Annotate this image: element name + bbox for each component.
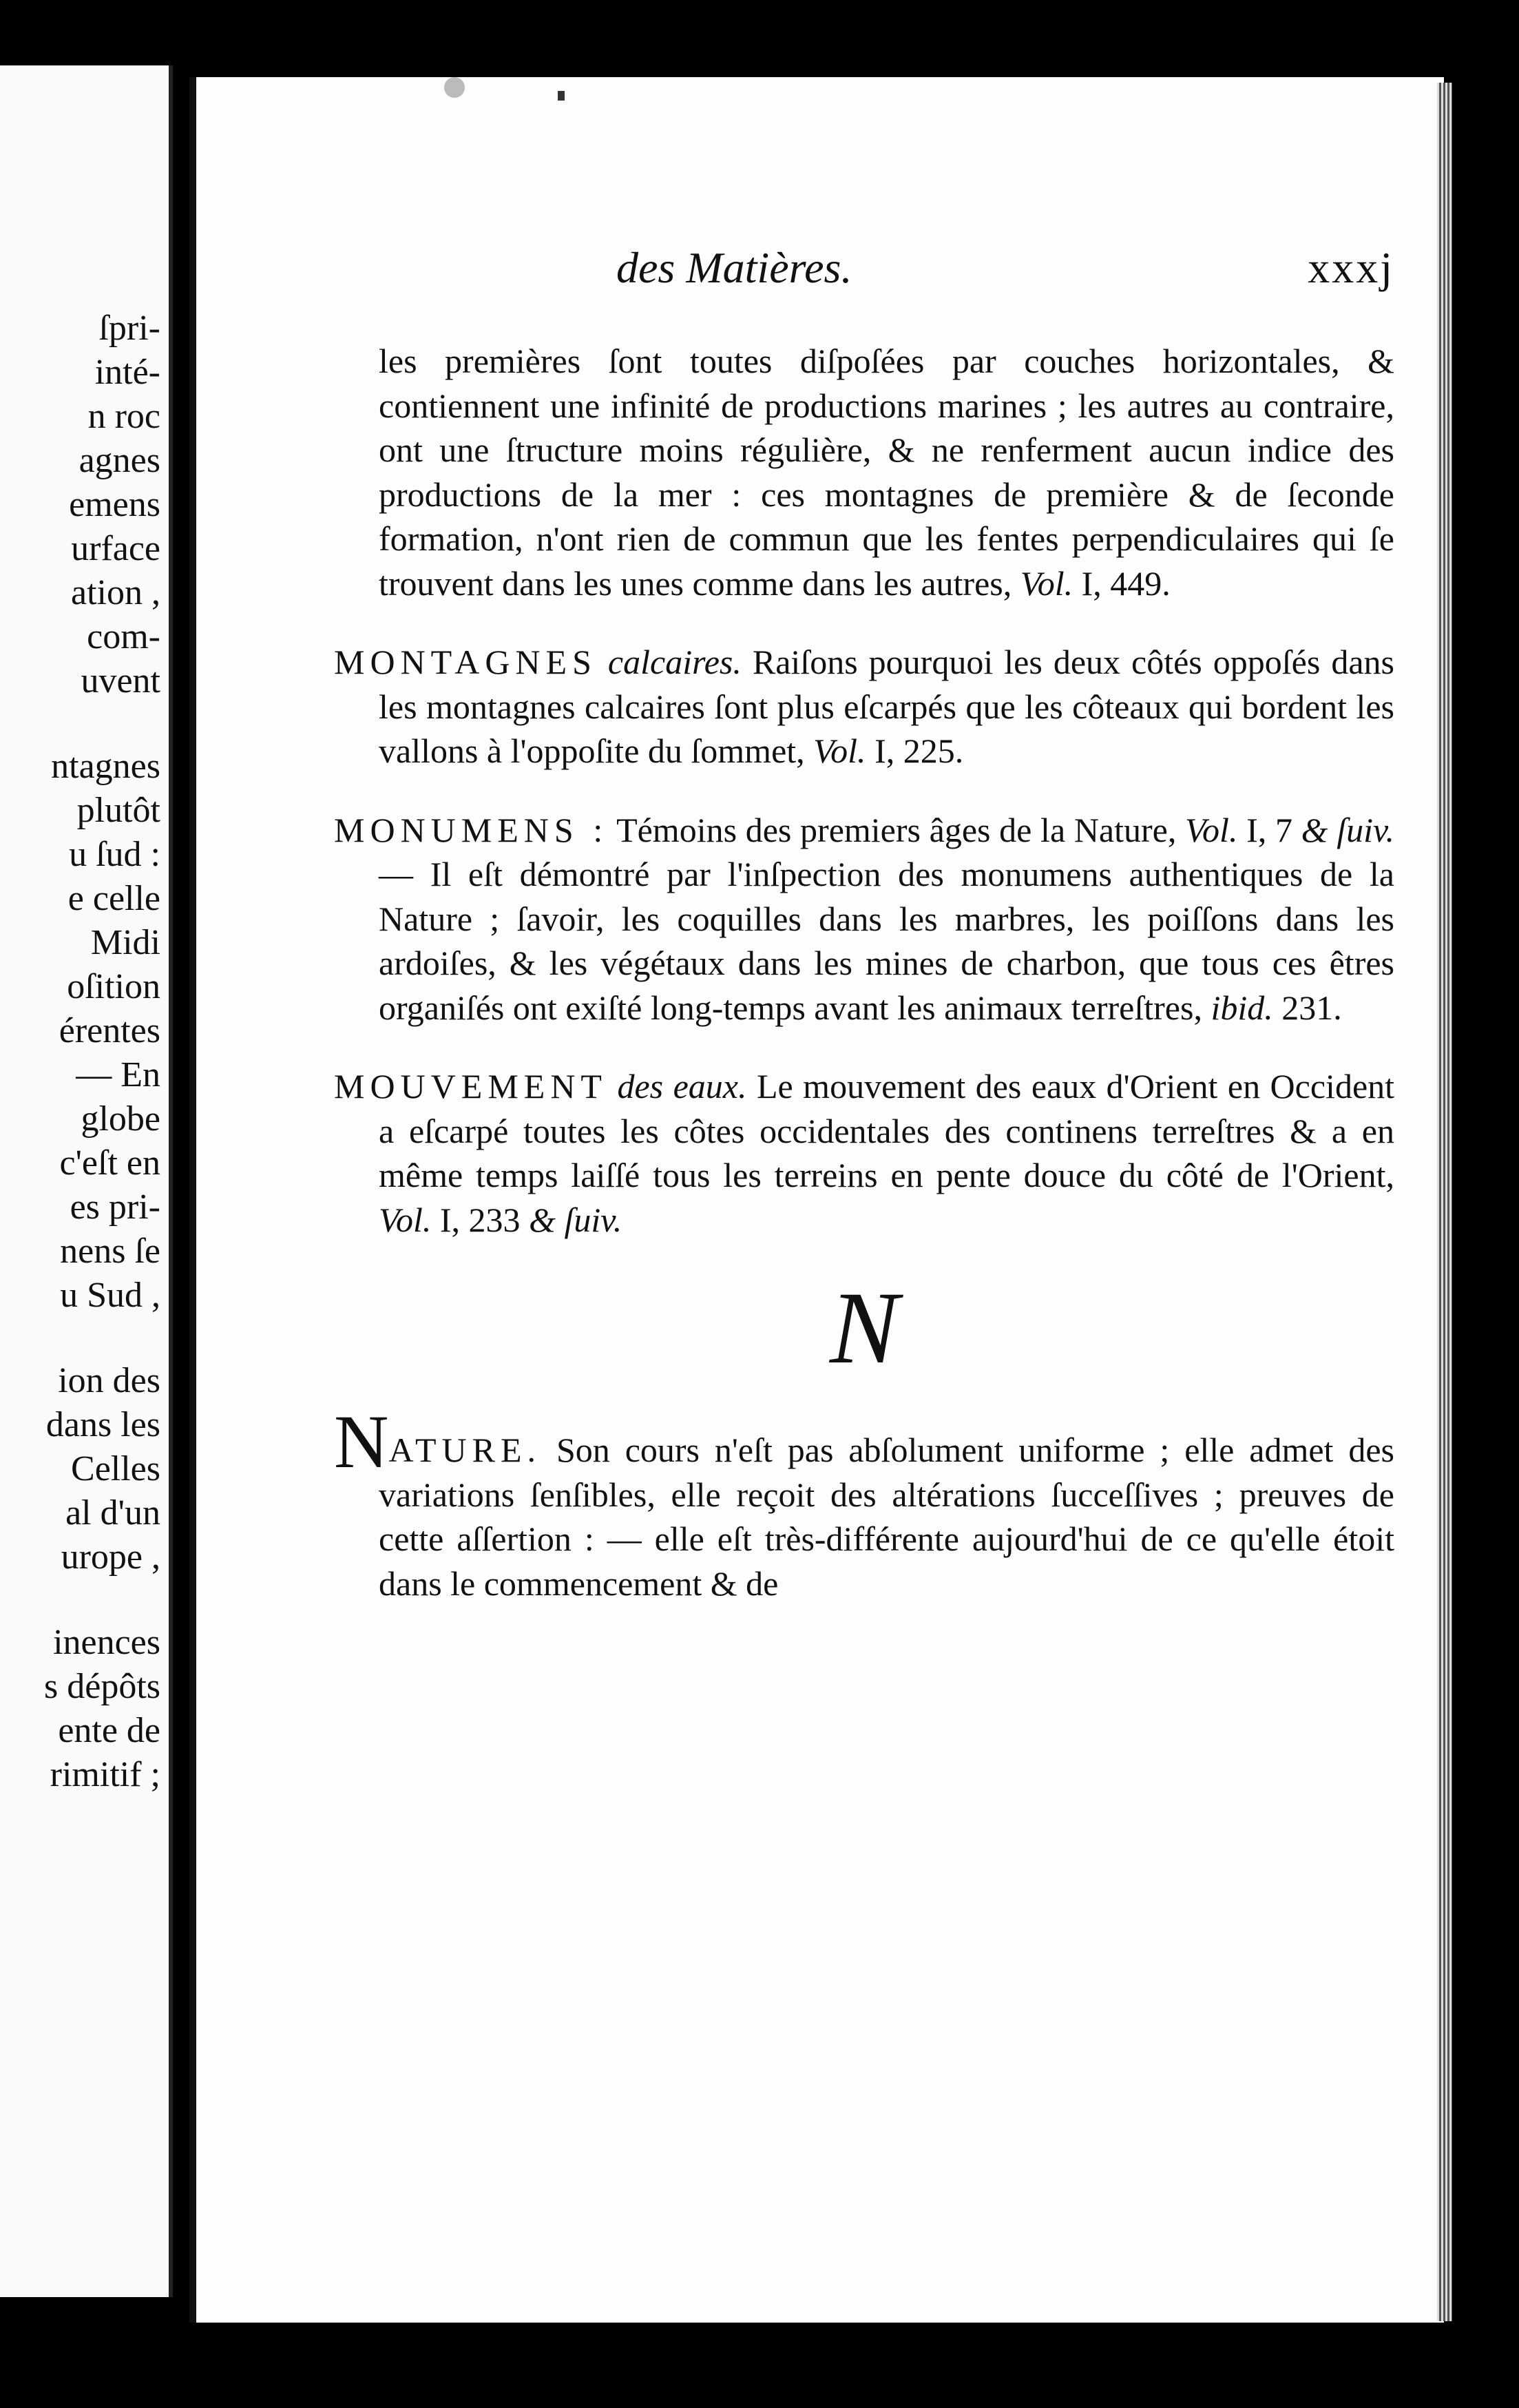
running-title: des Matières.	[616, 243, 852, 292]
left-page-line: emens	[69, 485, 160, 524]
page-edge	[1437, 83, 1452, 2321]
volume-ref: I, 233	[439, 1200, 521, 1239]
volume-ref: I, 225.	[874, 731, 964, 770]
page-number: xxxj	[1308, 243, 1394, 292]
left-page-line: érentes	[59, 1011, 160, 1050]
ink-speck	[558, 91, 565, 101]
volume-ref-label: Vol.	[379, 1200, 432, 1239]
entry-heading: MONUMENS :	[334, 810, 609, 849]
left-page-line: inté-	[94, 353, 160, 392]
index-entry-mouvement-des-eaux	[334, 1064, 1394, 1242]
entry-text: Son cours n'eſt pas abſolument uniforme ; elle admet des variations ſenſibles, elle reçoit des altérations ſucceſſives ; preuves de cette aſſertion : — elle eſt très-différente aujourd'hui de ce qu'elle étoit dans le commencement & de	[379, 1431, 1395, 1603]
left-page-line: com-	[87, 617, 160, 656]
left-page-line: ſpri-	[98, 309, 160, 348]
left-page-line: ntagnes	[51, 747, 160, 786]
left-page-line: u Sud ,	[60, 1276, 160, 1315]
running-header	[334, 229, 1394, 298]
volume-ref: I, 7	[1246, 810, 1292, 849]
left-page-line: agnes	[78, 441, 160, 480]
index-entry-montagnes-calcaires	[334, 640, 1394, 774]
left-page-line: ion des	[58, 1361, 160, 1400]
entry-text: les premières ſont toutes diſpoſées par couches horizontales, & contiennent une infinité de productions marines ; les autres au contraire, ont une ſtructure moins régulière, & ne renferment aucun indice des productions de la mer : ces montagnes de première & de ſeconde formation, n'ont rien de commun que les fentes perpendiculaires qui ſe trouvent dans les unes comme dans les autres,	[379, 342, 1394, 603]
volume-ref-suffix: & ſuiv.	[1301, 810, 1395, 849]
left-page-line: urope ,	[61, 1537, 160, 1577]
left-page-line: ation ,	[71, 573, 160, 612]
index-body	[334, 304, 1394, 1625]
left-page-line: Celles	[71, 1449, 160, 1488]
left-page-line: e celle	[67, 879, 160, 918]
left-page-line: ente de	[58, 1711, 160, 1750]
volume-ref-label: Vol.	[1185, 810, 1238, 849]
index-entry-nature	[334, 1400, 1395, 1606]
left-page-line: urface	[71, 529, 160, 568]
entry-text: Le mouvement des eaux d'Orient en Occident a eſcarpé toutes les côtes occidentales des continens terreſtres & a en même temps laiſſé tous les terreins en pente douce du côté de l'Orient,	[379, 1067, 1395, 1194]
volume-ref-label: Vol.	[813, 731, 866, 770]
left-page-line: dans les	[45, 1405, 160, 1444]
section-letter: N	[829, 1271, 899, 1385]
left-page-line: c'eſt en	[59, 1143, 160, 1183]
volume-ref-label: Vol.	[1020, 563, 1073, 603]
left-page-line: n roc	[87, 397, 160, 436]
entry-heading: MONTAGNES	[334, 643, 597, 681]
left-page-line: plutôt	[76, 791, 160, 830]
entry-text-continued: — Il eſt démontré par l'inſpection des monumens authentiques de la Nature ; ſavoir, les coquilles dans les marbres, les poiſſons dans les ardoiſes, & les végétaux dans les mines de charbon, que tous ces êtres organiſés ont exiſté long-temps avant les animaux terreſtres,	[379, 855, 1394, 1027]
left-page-line: globe	[81, 1099, 160, 1139]
left-page-line: es pri-	[70, 1187, 160, 1227]
left-page-line: rimitif ;	[50, 1755, 160, 1794]
left-facing-page	[0, 65, 173, 2297]
entry-heading: ATURE.	[388, 1431, 542, 1469]
left-page-line: u ſud :	[69, 835, 160, 874]
ink-speck	[444, 77, 465, 98]
volume-ref: I, 449.	[1081, 563, 1171, 603]
entry-subheading: calcaires.	[607, 643, 742, 681]
index-entry-monumens	[334, 808, 1394, 1030]
drop-cap: N	[334, 1400, 389, 1484]
index-entry-continuation	[334, 339, 1394, 605]
right-page	[189, 77, 1444, 2323]
left-page-line: inences	[53, 1623, 160, 1662]
left-page-line: al d'un	[65, 1493, 160, 1533]
entry-subheading: des eaux.	[617, 1067, 747, 1106]
left-page-line: Midi	[90, 923, 160, 962]
left-page-line: — En	[76, 1055, 160, 1094]
entry-heading: MOUVEMENT	[334, 1067, 607, 1106]
left-page-line: uvent	[81, 661, 160, 700]
left-page-line: nens ſe	[60, 1232, 160, 1271]
left-page-line: s dépôts	[44, 1667, 160, 1706]
ibid-ref: 231.	[1281, 988, 1342, 1027]
entry-text: Raiſons pourquoi les deux côtés oppoſés dans les montagnes calcaires ſont plus eſcarpés que les côteaux qui bordent les vallons à l'oppoſite du ſommet,	[379, 643, 1395, 770]
volume-ref-suffix: & ſuiv.	[529, 1200, 622, 1239]
left-page-line: oſition	[67, 967, 160, 1006]
ibid-label: ibid.	[1211, 988, 1273, 1027]
entry-text: Témoins des premiers âges de la Nature,	[616, 810, 1177, 849]
